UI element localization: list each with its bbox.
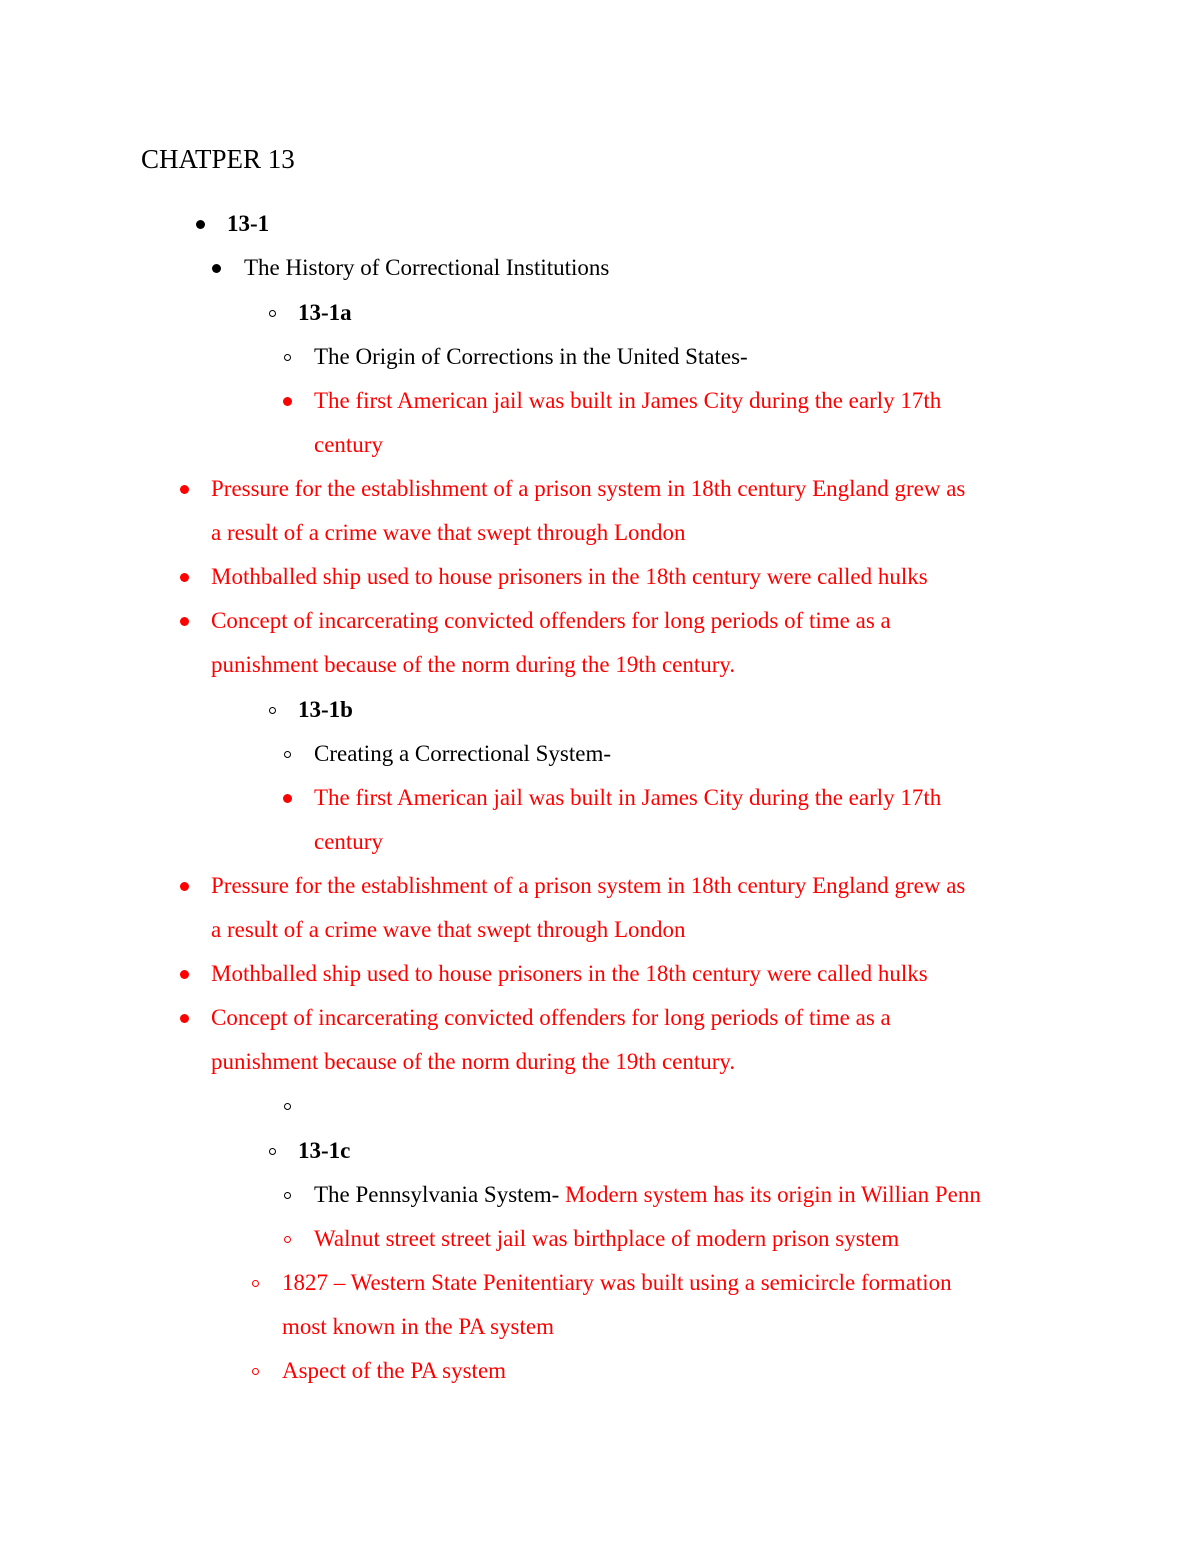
list-item <box>174 996 891 1084</box>
filled-dot-icon <box>174 996 194 1040</box>
list-item <box>174 952 928 996</box>
list-item <box>277 776 941 864</box>
list-item-text: 13-1a <box>298 300 352 325</box>
list-item <box>206 246 609 290</box>
list-item <box>174 467 965 555</box>
list-item <box>174 864 965 952</box>
filled-dot-icon <box>277 776 297 820</box>
filled-dot-icon <box>190 202 210 246</box>
list-item-text-line-2: a result of a crime wave that swept through London <box>211 520 686 545</box>
filled-dot-icon <box>174 952 194 996</box>
list-item-text-line-1: Pressure for the establishment of a prison system in 18th century England grew as <box>211 873 966 898</box>
chapter-title: CHATPER 13 <box>141 144 295 174</box>
list-item-text: 13-1c <box>298 1138 351 1163</box>
list-item <box>277 1217 899 1261</box>
filled-dot-icon <box>174 599 194 643</box>
list-item-text: Creating a Correctional System- <box>314 741 612 766</box>
hollow-ring-icon <box>262 291 282 335</box>
list-item-text-line-1: 1827 – Western State Penitentiary was built using a semicircle formation <box>282 1270 952 1295</box>
hollow-ring-icon <box>277 1173 297 1217</box>
list-item-text: The Origin of Corrections in the United States- <box>314 344 748 369</box>
hollow-ring-icon <box>277 335 297 379</box>
list-item <box>190 202 269 246</box>
list-item-text-line-1: The first American jail was built in James City during the early 17th <box>314 785 942 810</box>
list-item <box>262 688 353 732</box>
list-item <box>277 335 748 379</box>
hollow-ring-icon <box>262 1129 282 1173</box>
list-item <box>174 599 891 687</box>
list-item <box>277 379 941 467</box>
list-item-text-line-2: century <box>314 829 383 854</box>
list-item <box>245 1349 506 1393</box>
filled-dot-icon <box>277 379 297 423</box>
list-item-text-black: The Pennsylvania System- <box>314 1182 566 1207</box>
list-item-text: Walnut street street jail was birthplace of modern prison system <box>314 1226 900 1251</box>
hollow-ring-icon <box>277 732 297 776</box>
list-item <box>245 1261 952 1349</box>
list-item-text-line-2: punishment because of the norm during the 19th century. <box>211 1049 736 1074</box>
hollow-ring-icon <box>245 1261 265 1305</box>
hollow-ring-icon <box>277 1217 297 1261</box>
list-item-text: Aspect of the PA system <box>282 1358 507 1383</box>
hollow-ring-icon <box>277 1084 297 1128</box>
list-item-text-red: Modern system has its origin in Willian Penn <box>565 1182 981 1207</box>
list-item <box>262 1129 350 1173</box>
list-item-text <box>314 1173 981 1217</box>
filled-dot-icon <box>174 555 194 599</box>
list-item <box>277 1173 981 1217</box>
hollow-ring-icon <box>262 688 282 732</box>
list-item <box>277 732 611 776</box>
list-item-text-line-2: century <box>314 432 383 457</box>
list-item-text: 13-1 <box>227 211 270 236</box>
list-item-text-line-1: The first American jail was built in James City during the early 17th <box>314 388 942 413</box>
list-item-text: The History of Correctional Institutions <box>244 255 610 280</box>
hollow-ring-icon <box>245 1349 265 1393</box>
list-item-text-line-2: most known in the PA system <box>282 1314 554 1339</box>
list-item-text-line-1: Concept of incarcerating convicted offenders for long periods of time as a <box>211 1005 891 1030</box>
list-item <box>174 555 928 599</box>
list-item-text-line-1: Pressure for the establishment of a prison system in 18th century England grew as <box>211 476 966 501</box>
filled-dot-icon <box>174 864 194 908</box>
list-item-text-line-1: Concept of incarcerating convicted offenders for long periods of time as a <box>211 608 891 633</box>
list-item-text: 13-1b <box>298 697 353 722</box>
list-item-text-line-2: a result of a crime wave that swept through London <box>211 917 686 942</box>
filled-dot-icon <box>206 246 226 290</box>
filled-dot-icon <box>174 467 194 511</box>
list-item-text: Mothballed ship used to house prisoners in the 18th century were called hulks <box>211 961 928 986</box>
list-item-text-line-2: punishment because of the norm during the 19th century. <box>211 652 736 677</box>
list-item-text: Mothballed ship used to house prisoners in the 18th century were called hulks <box>211 564 928 589</box>
list-item <box>262 291 352 335</box>
